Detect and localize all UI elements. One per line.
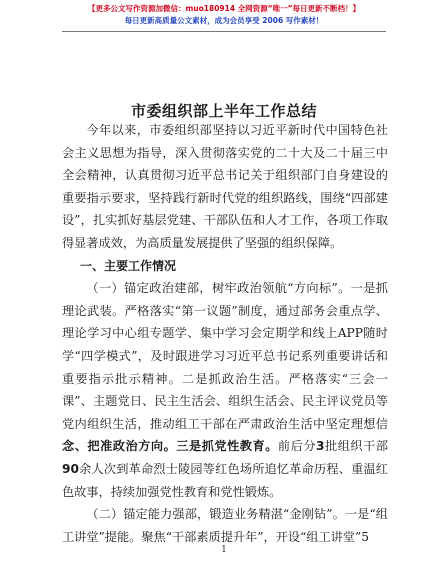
paragraph-text: 余人次到革命烈士陵园等红色场所追忆革命历程、重温红色故事，持续加强党性教育和党性锻炼。 [62, 461, 388, 499]
document-title: 市委组织部上半年工作总结 [130, 102, 317, 121]
section-heading-main-work: 一、主要工作情况 [80, 258, 177, 273]
capability-building-paragraph: （二）锚定能力强部，锻造业务精湛“金刚钻”。一是“组工讲堂”提能。聚焦“干部素质提升年”，开设“组工讲堂”5 [62, 507, 388, 544]
paragraph-text: 前后分 [277, 439, 317, 454]
document-body [62, 119, 388, 548]
page-number: 1 [221, 545, 227, 555]
promo-banner-line-2: 每日更新高质量公文素材，成为会员享受 2006 写作素材！ [124, 16, 324, 25]
paragraph-text: （一）锚定政治建部，树牢政治领航“方向标”。一是抓理论武装。严格落实“第一议题”制度，通过部务会重点学、理论学习中心组专题学、集中学习会定期学和线上APP随时学“四学模式”，及时跟进学习习近平总书记系列重要讲话和重要指示批示精神。二是抓政治生活。严格落实“三会一课”、主题党日、民主生活会、组织生活会、民主评议党员等党内组织生活，推动组工干部在严肃政治生活中坚定理想信 [62, 281, 388, 431]
emphasis-text: 念、把准政治方向。三是抓党性教育。 [62, 439, 278, 454]
emphasis-number: 90 [62, 461, 79, 476]
political-building-paragraph [62, 277, 388, 503]
promo-banner [0, 3, 448, 27]
intro-paragraph: 今年以来，市委组织部坚持以习近平新时代中国特色社会主义思想为指导，深入贯彻落实党的二十大及二十届三中全会精神，认真贯彻习近平总书记关于组织部门自身建设的重要指示要求，坚持践行新时代党的组织路线，围绕“四部建设”，扎实抓好基层党建、干部队伍和人才工作，各项工作取得显著成效，为高质量发展提供了坚强的组织保障。 [62, 123, 388, 250]
promo-banner-line-1: 【更多公文写作资源加微信：muo180914 全网资源“唯一”每日更新不断档！】 [87, 4, 361, 13]
emphasis-number: 3 [316, 439, 325, 454]
header-divider [62, 31, 386, 32]
paragraph-text: 批组织干部 [324, 439, 389, 454]
